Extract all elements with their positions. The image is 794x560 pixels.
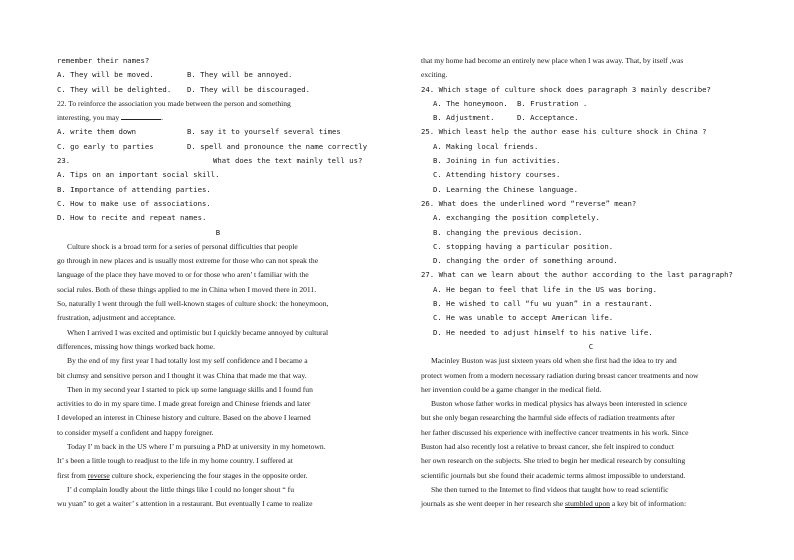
paragraph-line: Then in my second year I started to pick up some language skills and I found fun	[67, 384, 313, 394]
option-a: A. Making local friends.	[433, 141, 539, 151]
paragraph-line: When I arrived I was excited and optimistic but I quickly became annoyed by cultural	[67, 327, 329, 337]
option-c: B. Adjustment.	[433, 113, 495, 123]
paragraph-line: I’ d complain loudly about the little things like I could no longer shout “ fu	[67, 484, 294, 494]
question-22-options-row1	[57, 125, 379, 139]
question-22-stem-line2	[57, 111, 379, 125]
paragraph-line	[57, 469, 379, 483]
answer-blank	[121, 111, 164, 123]
option-d: D. changing the order of something around.	[433, 256, 618, 266]
question-26-stem: 26. What does the underlined word “reverse” mean?	[421, 198, 637, 208]
paragraph-line: language of the place they have moved to or for those who aren’ t familiar with the	[57, 270, 309, 280]
option-b: B. changing the previous decision.	[433, 227, 583, 237]
question-24-stem: 24. Which stage of culture shock does paragraph 3 mainly describe?	[421, 84, 711, 94]
question-24-options-row1	[421, 97, 761, 111]
option-d: D. Acceptance.	[517, 113, 579, 123]
paragraph-line	[421, 497, 761, 511]
option-b: B. Joining in fun activities.	[433, 156, 561, 166]
paragraph-line: I developed an interest in Chinese history and culture. Based on the above I learned	[57, 413, 311, 423]
paragraph-line: By the end of my first year I had totally lost my self confidence and I became a	[67, 356, 308, 366]
option-a: A. The honeymoon.	[433, 98, 508, 108]
option-b: B. They will be annoyed.	[187, 70, 293, 80]
paragraph-line: her father discussed his experience with ineffective cancer treatments in his work. Since	[421, 427, 689, 437]
paragraph-line: Culture shock is a broad term for a series of personal difficulties that people	[67, 241, 298, 251]
section-heading-b: B	[215, 227, 221, 237]
paragraph-line: She then turned to the Internet to find videos that taught how to read scientific	[431, 484, 669, 494]
option-b: B. Importance of attending parties.	[57, 184, 211, 194]
text-line: remember their names?	[57, 56, 150, 65]
paragraph-line: Buston whose father works in medical physics has always been interested in science	[431, 399, 688, 409]
stem-end: .	[161, 113, 164, 123]
paragraph-line: exciting.	[421, 70, 448, 80]
option-c: C. He was unable to accept American life.	[433, 313, 614, 323]
question-21-options-row2	[57, 83, 379, 97]
question-22-options-row2	[57, 140, 379, 154]
option-d: D. They will be discouraged.	[187, 84, 311, 94]
paragraph-line: It’ s been a little tough to readjust to the life in my home country. I suffered at	[57, 456, 293, 466]
question-23-stem	[57, 154, 379, 168]
paragraph-line: but she only began researching the harmful side effects of radiation treatments after	[421, 413, 675, 423]
paragraph-line: frustration, adjustment and acceptance.	[57, 313, 176, 323]
option-c: C. stopping having a particular position.	[433, 241, 614, 251]
paragraph-line: to consider myself a confident and happy foreigner.	[57, 427, 214, 437]
paragraph-line: go through in new places and is usually most extreme for those who can not speak the	[57, 256, 319, 266]
paragraph-line: So, naturally I went through the full well-known stages of culture shock: the honeymoon,	[57, 299, 329, 309]
option-d: D. Learning the Chinese language.	[433, 184, 578, 194]
question-21-options-row1	[57, 68, 379, 82]
paragraph-line: her invention could be a game changer in the medical field.	[421, 384, 602, 394]
option-b: B. Frustration .	[517, 98, 588, 108]
right-column	[421, 54, 761, 512]
paragraph-line: Macinley Buston was just sixteen years old when she first had the idea to try and	[431, 356, 677, 366]
option-a: A. They will be moved.	[57, 70, 154, 80]
option-a: A. exchanging the position completely.	[433, 213, 600, 223]
question-24-options-row2	[421, 111, 761, 125]
option-b: B. He wished to call “fu wu yuan” in a restaurant.	[433, 299, 653, 309]
question-number: 23.	[57, 156, 71, 166]
question-25-stem: 25. Which least help the author ease his culture shock in China ?	[421, 127, 707, 137]
paragraph-line: wu yuan” to get a waiter’ s attention in a restaurant. But eventually I came to realize	[57, 499, 313, 509]
section-heading-c: C	[588, 341, 594, 351]
left-column	[57, 54, 379, 512]
underlined-word-reverse: reverse	[87, 470, 110, 480]
option-d: D. spell and pronounce the name correctly	[187, 141, 368, 151]
paragraph-line: her own research on the subjects. She tried to begin her medical research by consulting	[421, 456, 686, 466]
text-span: journals as she went deeper in her research she	[421, 499, 566, 509]
option-d: D. How to recite and repeat names.	[57, 213, 207, 223]
paragraph-line: Buston had also recently lost a relative to breast cancer, she felt inspired to conduct	[421, 442, 674, 452]
option-c: C. They will be delighted.	[57, 84, 172, 94]
text-span: culture shock, experiencing the four stages in the opposite order.	[109, 470, 308, 480]
paragraph-line: scientific journals but she found their academic terms almost impossible to understand.	[421, 470, 686, 480]
option-d: D. He needed to adjust himself to his native life.	[433, 327, 653, 337]
paragraph-line: activities to do in my spare time. I made great foreign and Chinese friends and later	[57, 399, 311, 409]
question-22-stem: 22. To reinforce the association you made between the person and something	[57, 98, 291, 108]
paragraph-line: social rules. Both of these things applied to me in China when I moved there in 2011.	[57, 284, 317, 294]
text-span: first from	[57, 470, 88, 480]
option-c: C. How to make use of associations.	[57, 198, 211, 208]
paragraph-line: that my home had become an entirely new place when I was away. That, by itself ,was	[421, 56, 684, 65]
paragraph-line: differences, missing how things worked back home.	[57, 341, 216, 351]
option-a: A. He began to feel that life in the US was boring.	[433, 284, 658, 294]
option-b: B. say it to yourself several times	[187, 127, 341, 137]
option-a: A. write them down	[57, 127, 137, 137]
option-c: C. go early to parties	[57, 141, 154, 151]
paragraph-line: bit clumsy and sensitive person and I thought it was China that made me that way.	[57, 370, 307, 380]
question-27-stem: 27. What can we learn about the author according to the last paragraph?	[421, 270, 733, 280]
text-span: a key bit of information:	[609, 499, 687, 509]
option-a: A. Tips on an important social skill.	[57, 170, 220, 180]
stem-text: interesting, you may	[57, 113, 120, 123]
question-text: What does the text mainly tell us?	[213, 156, 363, 166]
underlined-phrase-stumbled-upon: stumbled upon	[565, 499, 610, 509]
paragraph-line: Today I’ m back in the US where I’ m pursuing a PhD at university in my hometown.	[67, 442, 326, 452]
paragraph-line: protect women from a modern necessary radiation during breast cancer treatments and now	[421, 370, 699, 380]
option-c: C. Attending history courses.	[433, 170, 561, 180]
